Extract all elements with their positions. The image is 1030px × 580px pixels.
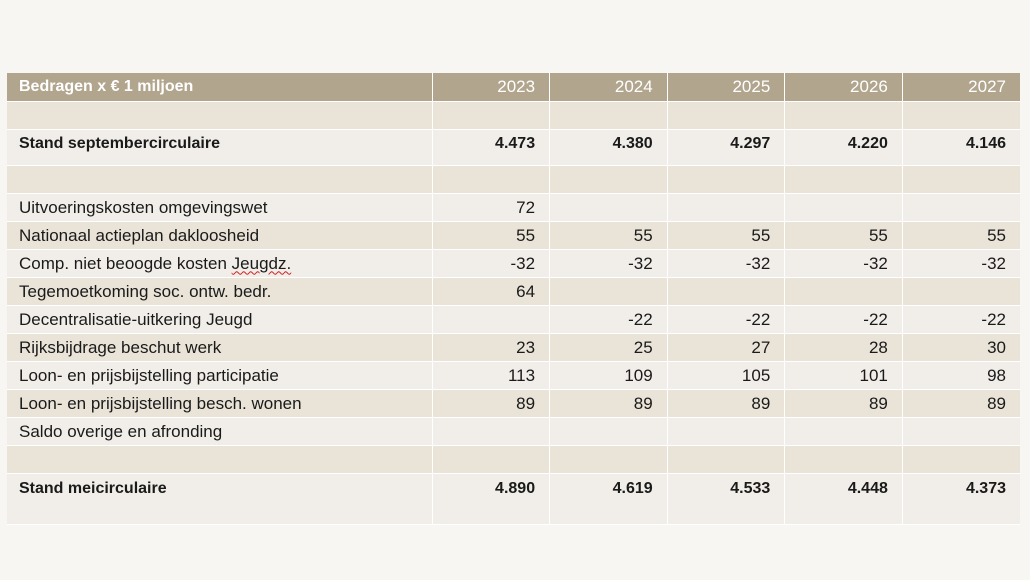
- cell-2024: 25: [550, 334, 668, 362]
- cell-2025: [667, 278, 785, 306]
- cell-2027: 4.146: [902, 130, 1020, 166]
- cell-2026: 4.220: [785, 130, 903, 166]
- cell-2024: -32: [550, 250, 668, 278]
- table-row-stand-mei: [7, 474, 1020, 525]
- row-label: [7, 166, 432, 194]
- cell-2027: 89: [902, 390, 1020, 418]
- cell-2023: 89: [432, 390, 550, 418]
- header-year-2023: 2023: [432, 73, 550, 102]
- header-year-2025: 2025: [667, 73, 785, 102]
- cell-2027: 55: [902, 222, 1020, 250]
- cell-2024: 55: [550, 222, 668, 250]
- header-year-2027: 2027: [902, 73, 1020, 102]
- row-label: [7, 102, 432, 130]
- cell-2027: [902, 278, 1020, 306]
- table-row: [7, 250, 1020, 278]
- cell-2026: [785, 418, 903, 446]
- header-label: Bedragen x € 1 miljoen: [7, 73, 432, 102]
- spacer-row: [7, 446, 1020, 474]
- cell-2024: [550, 278, 668, 306]
- row-label: Rijksbijdrage beschut werk: [7, 334, 432, 362]
- header-year-2026: 2026: [785, 73, 903, 102]
- cell-2027: [902, 446, 1020, 474]
- cell-2025: [667, 418, 785, 446]
- cell-2024: [550, 194, 668, 222]
- spellcheck-flagged-word: Jeugdz.: [231, 253, 292, 273]
- cell-2026: 89: [785, 390, 903, 418]
- cell-2024: [550, 166, 668, 194]
- table-row: [7, 194, 1020, 222]
- cell-2025: 89: [667, 390, 785, 418]
- cell-2023: 113: [432, 362, 550, 390]
- cell-2026: 101: [785, 362, 903, 390]
- table-row: [7, 418, 1020, 446]
- cell-2027: [902, 194, 1020, 222]
- cell-2026: 28: [785, 334, 903, 362]
- cell-2024: 4.619: [550, 474, 668, 525]
- cell-2024: 4.380: [550, 130, 668, 166]
- cell-2027: -32: [902, 250, 1020, 278]
- row-label: [7, 446, 432, 474]
- table-row: [7, 278, 1020, 306]
- cell-2023: 72: [432, 194, 550, 222]
- cell-2025: [667, 102, 785, 130]
- cell-2027: [902, 166, 1020, 194]
- row-label-prefix: Comp. niet beoogde kosten: [19, 253, 232, 273]
- row-label: Decentralisatie-uitkering Jeugd: [7, 306, 432, 334]
- row-label: Loon- en prijsbijstelling participatie: [7, 362, 432, 390]
- cell-2026: 4.448: [785, 474, 903, 525]
- cell-2025: 4.533: [667, 474, 785, 525]
- cell-2023: 55: [432, 222, 550, 250]
- cell-2023: 64: [432, 278, 550, 306]
- cell-2026: [785, 278, 903, 306]
- cell-2026: [785, 446, 903, 474]
- cell-2025: [667, 446, 785, 474]
- row-label: Tegemoetkoming soc. ontw. bedr.: [7, 278, 432, 306]
- spacer-row: [7, 166, 1020, 194]
- cell-2023: [432, 166, 550, 194]
- row-label: [7, 250, 432, 278]
- cell-2027: -22: [902, 306, 1020, 334]
- cell-2024: 89: [550, 390, 668, 418]
- cell-2025: 105: [667, 362, 785, 390]
- table-row: [7, 334, 1020, 362]
- cell-2024: [550, 418, 668, 446]
- cell-2024: [550, 102, 668, 130]
- cell-2025: -22: [667, 306, 785, 334]
- table-header-row: [7, 73, 1020, 102]
- cell-2025: [667, 166, 785, 194]
- row-label: Stand meicirculaire: [7, 474, 432, 525]
- cell-2027: [902, 418, 1020, 446]
- cell-2025: -32: [667, 250, 785, 278]
- cell-2027: 98: [902, 362, 1020, 390]
- cell-2026: -22: [785, 306, 903, 334]
- cell-2027: [902, 102, 1020, 130]
- cell-2023: 4.890: [432, 474, 550, 525]
- cell-2025: [667, 194, 785, 222]
- cell-2025: 4.297: [667, 130, 785, 166]
- cell-2026: 55: [785, 222, 903, 250]
- table-row: [7, 390, 1020, 418]
- cell-2023: 23: [432, 334, 550, 362]
- row-label: Stand septembercirculaire: [7, 130, 432, 166]
- header-year-2024: 2024: [550, 73, 668, 102]
- cell-2027: 4.373: [902, 474, 1020, 525]
- cell-2023: [432, 306, 550, 334]
- cell-2025: 55: [667, 222, 785, 250]
- spacer-row: [7, 102, 1020, 130]
- cell-2023: -32: [432, 250, 550, 278]
- cell-2026: [785, 166, 903, 194]
- cell-2024: -22: [550, 306, 668, 334]
- cell-2023: 4.473: [432, 130, 550, 166]
- row-label: Loon- en prijsbijstelling besch. wonen: [7, 390, 432, 418]
- cell-2027: 30: [902, 334, 1020, 362]
- table-row: [7, 362, 1020, 390]
- cell-2026: [785, 102, 903, 130]
- cell-2026: -32: [785, 250, 903, 278]
- row-label: Saldo overige en afronding: [7, 418, 432, 446]
- row-label: Uitvoeringskosten omgevingswet: [7, 194, 432, 222]
- row-label: Nationaal actieplan dakloosheid: [7, 222, 432, 250]
- cell-2023: [432, 102, 550, 130]
- cell-2025: 27: [667, 334, 785, 362]
- cell-2026: [785, 194, 903, 222]
- cell-2023: [432, 418, 550, 446]
- cell-2024: [550, 446, 668, 474]
- table-row: [7, 222, 1020, 250]
- cell-2024: 109: [550, 362, 668, 390]
- table-row: [7, 306, 1020, 334]
- cell-2023: [432, 446, 550, 474]
- budget-table: [7, 73, 1020, 525]
- table-row-stand-september: [7, 130, 1020, 166]
